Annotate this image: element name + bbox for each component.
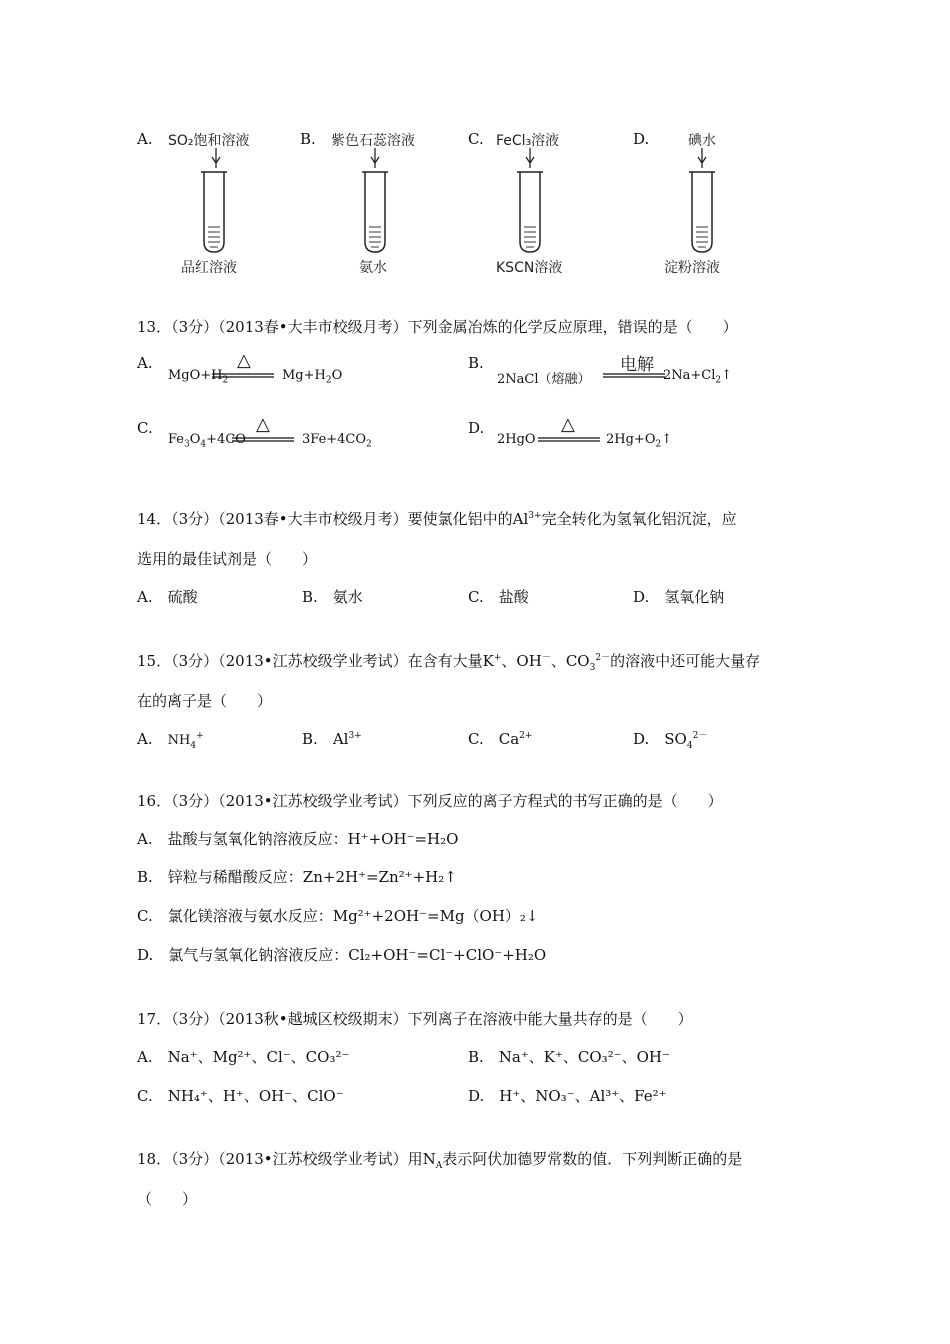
option-c: C. 氯化镁溶液与氨水反应：Mg²⁺+2OH⁻=Mg（OH）₂↓: [137, 907, 539, 925]
question-16-stem: 16．（3分）（2013•江苏校级学业考试）下列反应的离子方程式的书写正确的是（ ）: [137, 792, 723, 810]
reactants: $MgO+H_2$: [168, 368, 229, 386]
option-letter: B.: [300, 130, 316, 148]
question-17-stem: 17．（3分）（2013秋•越城区校级期末）下列离子在溶液中能大量共存的是（ ）: [137, 1010, 693, 1028]
option-d: D. H⁺、NO₃⁻、Al³⁺、Fe²⁺: [468, 1087, 667, 1105]
option-d: D. 氯气与氢氧化钠溶液反应：Cl₂+OH⁻=Cl⁻+ClO⁻+H₂O: [137, 946, 547, 964]
heat-condition: △: [237, 350, 251, 371]
option-c: C. 盐酸: [468, 588, 529, 606]
products: $Mg+H_2O$: [282, 368, 343, 386]
test-tube-a: [201, 148, 227, 252]
reactants: 2NaCl（熔融）: [497, 372, 591, 387]
question-14-stem-line1: 14．（3分）（2013春•大丰市校级月考）要使氯化铝中的$Al^{3+}$完全转化为氢氧化铝沉淀，应: [137, 510, 737, 528]
products: $2Hg+O_2↑$: [606, 432, 673, 450]
heat-condition: △: [256, 414, 270, 435]
option-letter: A.: [137, 130, 153, 148]
question-15-stem-line2: 在的离子是（ ）: [137, 692, 273, 710]
option-letter: A.: [137, 354, 153, 372]
bottom-reagent-label: KSCN溶液: [496, 260, 563, 276]
option-b: B. 锌粒与稀醋酸反应：Zn+2H⁺=Zn²⁺+H₂↑: [137, 868, 457, 886]
option-letter: D.: [633, 130, 650, 148]
option-c: C. NH₄⁺、H⁺、OH⁻、ClO⁻: [137, 1087, 344, 1105]
question-13-stem: 13．（3分）（2013春•大丰市校级月考）下列金属冶炼的化学反应原理，错误的是（ ）: [137, 318, 738, 336]
equals-sign: [232, 437, 302, 443]
electrolysis-condition: 电解: [620, 355, 654, 375]
question-15-stem-line1: 15．（3分）（2013•江苏校级学业考试）在含有大量K+、OH－、$CO_3^{2-}$的溶液中还可能大量存: [137, 652, 761, 673]
top-reagent-label: 碘水: [688, 133, 716, 149]
bottom-reagent-label: 淀粉溶液: [664, 260, 720, 276]
products: $3Fe+4CO_2$: [302, 432, 372, 450]
top-reagent-label: FeCl₃溶液: [496, 133, 560, 149]
question-18-stem-line1: 18．（3分）（2013•江苏校级学业考试）用$N_A$表示阿伏加德罗常数的值．下列判断正确的是: [137, 1150, 743, 1171]
test-tube-b: [362, 148, 388, 252]
bottom-reagent-label: 品红溶液: [181, 260, 237, 276]
bottom-reagent-label: 氨水: [359, 260, 387, 276]
option-b: B. $Al^{3+}$: [302, 730, 362, 748]
products: $2Na+Cl_2↑$: [663, 368, 733, 386]
option-a: A. 硫酸: [137, 588, 198, 606]
option-d: D. $SO_4^{2-}$: [633, 730, 708, 751]
option-a: A. Na⁺、Mg²⁺、Cl⁻、CO₃²⁻: [137, 1048, 350, 1066]
top-reagent-label: 紫色石蕊溶液: [331, 133, 415, 149]
top-reagent-label: SO₂饱和溶液: [168, 133, 250, 149]
option-d: D. 氢氧化钠: [633, 588, 725, 606]
equals-sign: [212, 373, 282, 379]
option-b: B. 氨水: [302, 588, 363, 606]
option-letter: D.: [468, 419, 485, 437]
option-c: C. $Ca^{2+}$: [468, 730, 533, 748]
reactants: 2HgO: [497, 432, 536, 447]
equals-sign: [538, 437, 608, 443]
test-tube-c: [517, 148, 543, 252]
option-letter: B.: [468, 354, 484, 372]
option-letter: C.: [468, 130, 484, 148]
reactants: $Fe_3O_4+4CO$: [168, 432, 246, 450]
question-18-stem-line2: （ ）: [137, 1190, 198, 1208]
test-tubes-drawing: [0, 0, 950, 300]
option-a: A. $NH_4^+$: [137, 730, 204, 751]
option-b: B. Na⁺、K⁺、CO₃²⁻、OH⁻: [468, 1048, 670, 1066]
option-letter: C.: [137, 419, 153, 437]
heat-condition: △: [561, 414, 575, 435]
option-a: A. 盐酸与氢氧化钠溶液反应：H⁺+OH⁻=H₂O: [137, 830, 459, 848]
question-14-stem-line2: 选用的最佳试剂是（ ）: [137, 550, 318, 568]
test-tube-d: [689, 148, 715, 252]
